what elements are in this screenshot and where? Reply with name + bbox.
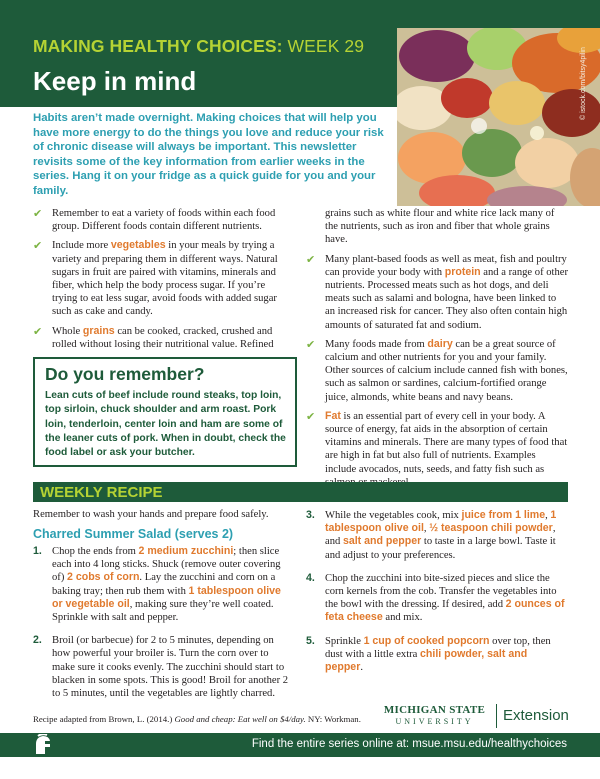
- weekly-recipe-heading: WEEKLY RECIPE: [40, 484, 163, 501]
- recipe-source: Recipe adapted from Brown, L. (2014.) Good and cheap: Eat well on $4/day. NY: Workman.: [33, 714, 361, 724]
- msu-name: MICHIGAN STATE: [383, 704, 486, 716]
- intro-paragraph: Habits aren’t made overnight. Making choices that will help you have more energy to do the things you love and reduce your risk of chronic disease will always be important. This newsletter revisits some of the key information from earlier weeks in the series. Hang it on your fridge as a quick guide for you and your family.: [33, 112, 384, 197]
- keyword-dairy: dairy: [427, 337, 453, 350]
- recipe-step-2: 2. Broil (or barbecue) for 2 to 5 minutes, depending on how powerful your broiler is. Turn the corn over to make sure it cooks evenly. The zucchini should start to blacken in some spots. This is good! Broil for another 2 to 5 minutes, until the vegetables are lightly charred.: [33, 634, 289, 700]
- photo-credit: © istock.com/bitsy4pilin: [580, 47, 587, 120]
- footer-bar: [0, 733, 600, 757]
- title-main: MAKING HEALTHY CHOICES:: [33, 36, 283, 56]
- newsletter-title: [33, 36, 364, 57]
- checkmark-icon: ✔: [306, 409, 316, 423]
- tips-left-column: [33, 207, 285, 357]
- spartan-helmet-icon: [33, 734, 53, 756]
- ingredient-popcorn: 1 cup of cooked popcorn: [363, 634, 490, 647]
- tips-right-column: [306, 207, 568, 495]
- checkmark-icon: ✔: [306, 337, 316, 351]
- tip-dairy: ✔ Many foods made from dairy can be a great source of calcium and other nutrients for you and your family. Other sources of calcium include canned fish with bones, such as salmon or sardines, calcium-fortified orange juice, almonds, white beans and navy beans.: [306, 337, 568, 403]
- wash-hands-note: Remember to wash your hands and prepare food safely.: [33, 509, 269, 520]
- ingredient-lime-juice: juice from 1 lime: [461, 509, 546, 521]
- ingredient-olive-oil: 1 tablespoon olive oil: [325, 509, 557, 535]
- step-number: 4.: [306, 571, 315, 584]
- extension-label: Extension: [503, 707, 569, 724]
- keyword-fat: Fat: [325, 409, 341, 422]
- brand-divider: [496, 704, 497, 728]
- do-you-remember-box: [33, 357, 297, 467]
- keyword-vegetables: vegetables: [110, 239, 166, 252]
- tip-fat: ✔ Fat is an essential part of every cell in your body. A source of energy, fat aids in the absorption of certain vitamins and minerals. There are many types of food that are high in fat but also full of nutrients. Examples include avocados, nuts, seeds, and fatty fish such as: [306, 409, 568, 475]
- tip-grains-continued: grains such as white flour and white rice lack many of the nutrients, such as iron and fiber that whole grains have.: [325, 208, 555, 246]
- ingredient-salt-pepper: salt and pepper: [342, 535, 422, 548]
- keyword-grains: grains: [82, 324, 115, 337]
- title-week: WEEK 29: [282, 36, 365, 56]
- ingredient-feta: 2 ounces of feta cheese: [325, 598, 565, 624]
- recipe-title: Charred Summer Salad (serves 2): [33, 527, 234, 541]
- step-number: 5.: [306, 634, 315, 647]
- weekly-recipe-bar: [33, 482, 568, 502]
- tip-vegetables: ✔ Include more vegetables in your meals by trying a variety and preparing them in different ways. Natural sugars in fruit are paired with vitamins, minerals and fiber, which help the body process sugar. If you’re trying to eat less sugar, avoid foods with added sugar such as cake and candy.: [33, 239, 278, 318]
- footer-series-link[interactable]: Find the entire series online at: msue.msu.edu/healthychoices: [251, 738, 567, 750]
- checkmark-icon: ✔: [306, 252, 316, 266]
- msu-wordmark: [377, 704, 492, 730]
- recipe-step-5: 5. Sprinkle 1 cup of cooked popcorn over top, then dust with a little extra chili powder, salt and pepper.: [306, 634, 551, 674]
- msu-university: UNIVERSITY: [395, 717, 474, 726]
- ingredient-seasoning: chili powder, salt and pepper: [325, 647, 528, 674]
- ingredient-zucchini: 2 medium zucchini: [138, 545, 234, 557]
- page-title: Keep in mind: [33, 66, 197, 96]
- recipe-steps-left: [33, 545, 291, 710]
- tip-grains: ✔ Whole grains can be cooked, cracked, crushed and rolled without losing their nutritional value. Refined: [33, 324, 274, 350]
- checkmark-icon: ✔: [33, 239, 43, 253]
- checkmark-icon: ✔: [33, 207, 43, 220]
- remember-body: Lean cuts of beef include round steaks, top loin, top sirloin, chuck shoulder and arm roast. Pork loin, tenderloin, center loin and ham are some of the leaner cuts of pork. When in doubt, check the food label or ask your butcher.: [45, 390, 286, 459]
- step-number: 1.: [33, 545, 42, 557]
- tip-protein: ✔ Many plant-based foods as well as meat, fish and poultry can provide your body with protein and a range of other nutrients. Processed meats such as hot dogs, and deli meats such as salami and bologna, have been linked to an increased risk for cancer. They also often contain high amounts of saturated fat and sodium.: [306, 252, 569, 331]
- ingredient-chili-powder: ½ teaspoon chili powder: [429, 522, 553, 535]
- checkmark-icon: ✔: [33, 324, 43, 338]
- step-number: 3.: [306, 509, 315, 521]
- recipe-step-1: 1. Chop the ends from 2 medium zucchini; then slice each into 4 long sticks. Shuck (remove outer covering of) 2 cobs of corn. Lay the zucchini and corn on a baking tray; then rub them with 1 tablespoon olive or vegetable oil, making sure they’re well coated. Sprinkle with salt and pepper.: [33, 545, 281, 624]
- keyword-protein: protein: [444, 265, 481, 278]
- remember-title: Do you remember?: [45, 364, 205, 384]
- ingredient-oil: 1 tablespoon olive or vegetable oil: [52, 584, 281, 610]
- recipe-steps-right: [306, 509, 568, 684]
- healthy-food-photo: [397, 28, 600, 206]
- tip-variety: ✔ Remember to eat a variety of foods within each food group. Different foods contain different nutrients.: [33, 207, 276, 233]
- step-number: 2.: [33, 634, 42, 647]
- ingredient-corn: 2 cobs of corn: [67, 571, 140, 584]
- recipe-step-4: 4. Chop the zucchini into bite-sized pieces and slice the corn kernels from the cob. Transfer the vegetables into the bowl with the dressing. If desired, add 2 ounces of feta cheese and mix.: [306, 571, 565, 624]
- recipe-step-3: 3. While the vegetables cook, mix juice from 1 lime, 1 tablespoon olive oil, ½ teaspoon chili powder, and salt and pepper to taste in a large bowl. Taste it and adjust to your preferences.: [306, 509, 557, 561]
